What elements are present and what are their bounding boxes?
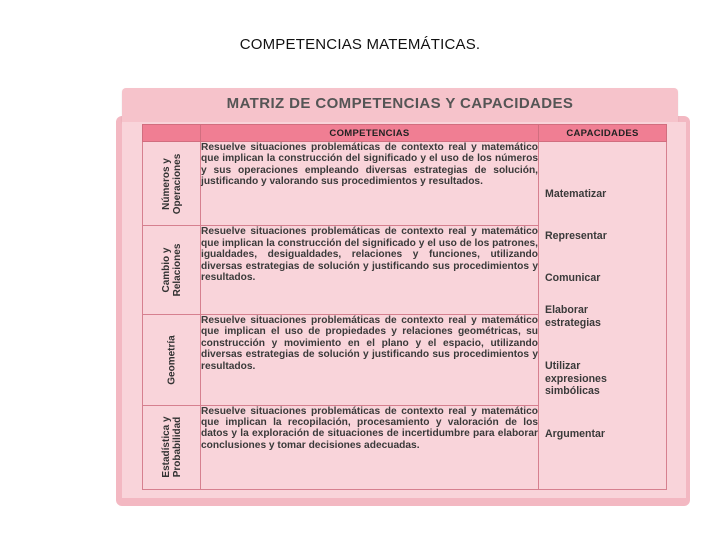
area-column-header xyxy=(143,125,201,142)
competencia-cell: Resuelve situaciones problemáticas de contexto real y matemático que implican la construcción del significado y el uso de los números y sus operaciones empleando diversas estrategias de solución, justificando y valorando sus procedimientos y resultados. xyxy=(201,142,539,226)
area-label: Cambio y Relaciones xyxy=(160,243,183,297)
competencia-cell: Resuelve situaciones problemáticas de contexto real y matemático que implican el uso de propiedades y relaciones geométricas, su construcción y movimiento en el plano y el espacio, utilizando diversas estrategias de solución y justificando sus procedimientos y resultados. xyxy=(201,314,539,405)
capacidad-item: Argumentar xyxy=(545,428,606,440)
capacidad-item: Representar xyxy=(545,230,607,242)
capacidad-item: Elaborar estrategias xyxy=(545,304,601,329)
capacidad-item: Matematizar xyxy=(545,188,607,200)
table-header-row xyxy=(143,125,667,142)
area-cell xyxy=(143,226,201,315)
competencias-column-header: COMPETENCIAS xyxy=(201,125,539,142)
capacidad-item: Utilizar expresiones simbólicas xyxy=(545,360,607,397)
capacidad-item: Comunicar xyxy=(545,272,601,284)
area-label: Estadística y Probabilidad xyxy=(160,416,183,478)
area-cell xyxy=(143,405,201,489)
card-header xyxy=(122,88,678,122)
competencia-cell: Resuelve situaciones problemáticas de contexto real y matemático que implican la recopilación, procesamiento y valoración de los datos y la exploración de situaciones de incertidumbre para elaborar conclusiones y tomar decisiones adecuadas. xyxy=(201,405,539,489)
area-cell xyxy=(143,314,201,405)
card-title: MATRIZ DE COMPETENCIAS Y CAPACIDADES xyxy=(226,95,574,112)
competencia-cell: Resuelve situaciones problemáticas de contexto real y matemático que implican la construcción del significado y el uso de los patrones, igualdades, desigualdades, relaciones y funciones, utilizando diversas estrategias de solución y justificando sus procedimientos y resultados. xyxy=(201,226,539,315)
area-cell xyxy=(143,142,201,226)
slide-title: COMPETENCIAS MATEMÁTICAS. xyxy=(239,36,481,53)
card-body xyxy=(122,122,686,498)
matrix-card xyxy=(116,88,690,506)
competencies-matrix-table xyxy=(142,124,667,490)
area-label: Geometría xyxy=(166,335,177,385)
table-row xyxy=(143,142,667,226)
capacidades-cell xyxy=(539,142,667,490)
area-label: Números y Operaciones xyxy=(160,153,183,214)
capacidades-column-header: CAPACIDADES xyxy=(539,125,667,142)
